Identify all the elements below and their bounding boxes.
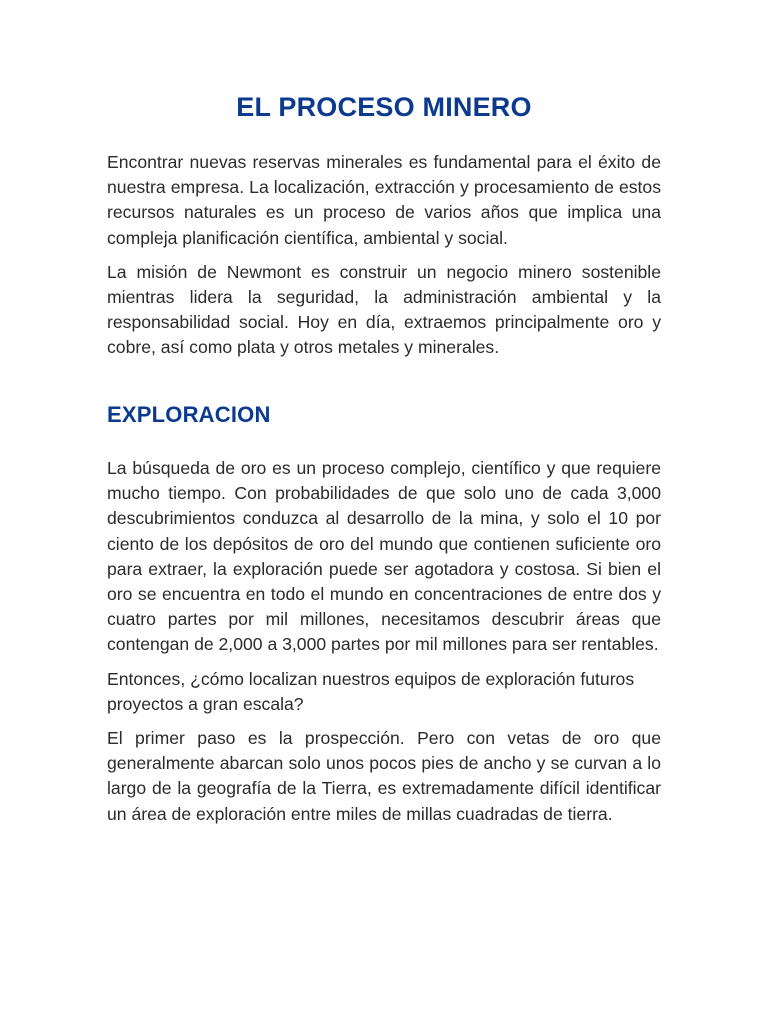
exploration-paragraph-3: El primer paso es la prospección. Pero con vetas de oro que generalmente abarcan solo unos pocos pies de ancho y se curvan a lo largo de la geografía de la Tierra, es extremadamente difícil identificar un área de exploración entre miles de millas cuadradas de tierra. [107,728,661,824]
intro-paragraph-1: Encontrar nuevas reservas minerales es fundamental para el éxito de nuestra empresa. La localización, extracción y procesamiento de estos recursos naturales es un proceso de varios años que implica una compleja planificación científica, ambiental y social. [107,152,661,248]
exploration-paragraph-1: La búsqueda de oro es un proceso complejo, científico y que requiere mucho tiempo. Con probabilidades de que solo uno de cada 3,000 descubrimientos conduzca al desarrollo de la mina, y solo el 10 por ciento de los depósitos de oro del mundo que contienen suficiente oro para extraer, la exploración puede ser agotadora y costosa. Si bien el oro se encuentra en todo el mundo en concentraciones de entre dos y cuatro partes por mil millones, necesitamos descubrir áreas que contengan de 2,000 a 3,000 partes por mil millones para ser rentables. [107,458,661,655]
document-title: EL PROCESO MINERO [236,92,532,122]
intro-paragraph-2: La misión de Newmont es construir un negocio minero sostenible mientras lidera la seguridad, la administración ambiental y la responsabilidad social. Hoy en día, extraemos principalmente oro y cobre, así como plata y otros metales y minerales. [107,261,661,358]
exploration-paragraph-2: Entonces, ¿cómo localizan nuestros equipos de exploración futuros proyectos a gran escala? [107,668,635,714]
exploration-section [107,456,661,836]
exploration-heading: EXPLORACION [107,402,271,427]
intro-section [107,150,661,370]
